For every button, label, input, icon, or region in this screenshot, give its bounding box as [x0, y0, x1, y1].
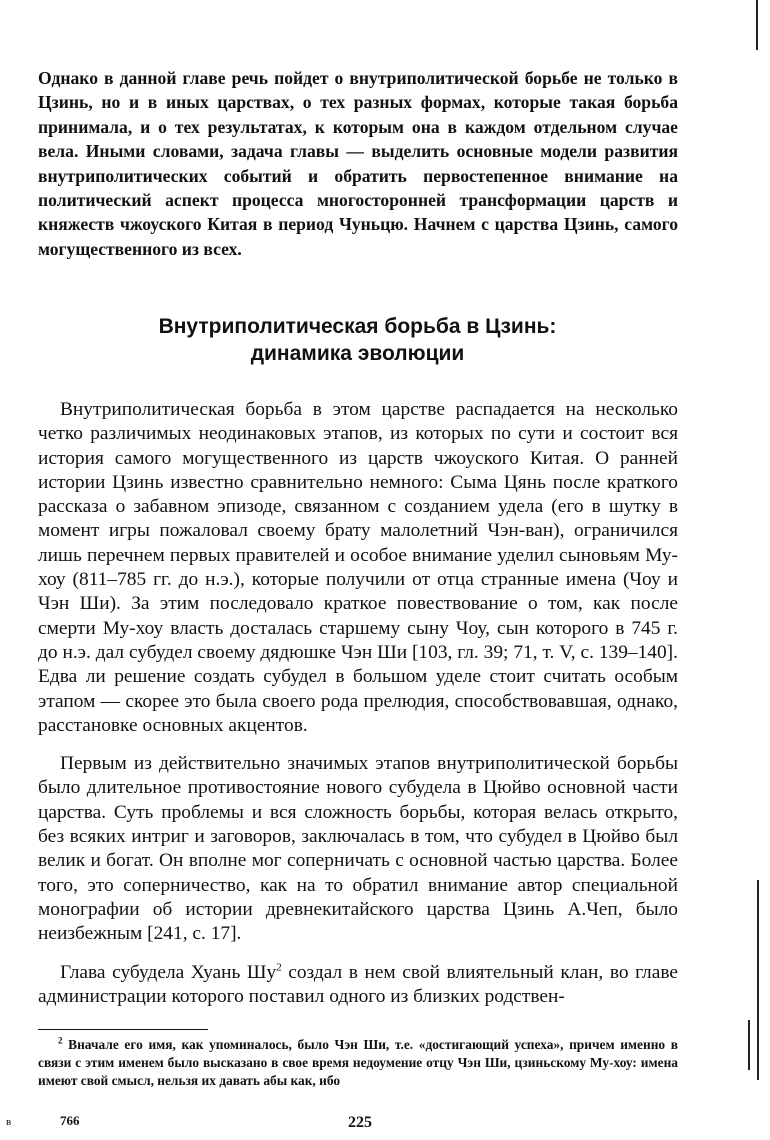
scan-edge-line: [748, 1020, 750, 1070]
printer-job-number: 766: [60, 1113, 80, 1128]
scan-edge-line: [756, 0, 758, 50]
body-text: [38, 398, 678, 1023]
paragraph-3-start: Глава субудела Хуань Шу: [60, 961, 277, 983]
paragraph-2: Первым из действительно значимых этапов внутриполитической борьбы было длительное противостояние нового субудела в Цюйво основной части царства. Суть проблемы и вся сложность борьбы, которая велась открыто, без всяких интриг и заговоров, заключалась в том, что субудел в Цюйво был велик и богат. Он вполне мог соперничать с основной частью царства. Более того, это соперничество, как на то обратил внимание автор специальной монографии об истории древнекитайского царства Цзинь А.Чеп, было неизбежным [241, с. 17].: [38, 753, 678, 945]
printer-corner-mark: в: [6, 1116, 12, 1128]
paragraph-3-end: создал в нем свой влиятельный клан, во главе администрации которого поставил одного из близких родствен-: [38, 961, 678, 1007]
scan-edge-line: [757, 880, 759, 1080]
section-heading-line-2: динамика эволюции: [250, 342, 465, 365]
paragraph-3: [38, 961, 678, 1010]
footnote-reference: 2: [276, 961, 282, 974]
footnote-paragraph: [38, 1036, 678, 1090]
footnote-text: Вначале его имя, как упоминалось, было Чэн Ши, т.е. «достигающий успеха», причем именно в связи с этим именем было высказано в свое время недоумение отцу Чэн Ши, цзиньскому Му-хоу: имена имеют свой смысл, нельзя их давать абы как, ибо: [38, 1037, 678, 1088]
section-heading: [120, 313, 595, 367]
section-heading-line-1: Внутриполитическая борьба в Цзинь:: [158, 315, 557, 338]
footnote: [38, 1036, 678, 1090]
intro-paragraph: [38, 66, 678, 261]
intro-text: Однако в данной главе речь пойдет о внутриполитической борьбе не только в Цзинь, но и в иных царствах, о тех разных формах, которые такая борьба принимала, и о тех результатах, к которым она в каждом отдельном случае вела. Иными словами, задача главы — выделить основные модели развития внутриполитических событий и обратить первостепенное внимание на политический аспект процесса многосторонней трансформации царств и княжеств чжоуского Китая в период Чуньцю. Начнем с царства Цзинь, самого могущественного из всех.: [38, 68, 678, 259]
paragraph-1: Внутриполитическая борьба в этом царстве распадается на несколько четко различимых неодинаковых этапов, из которых по сути и состоит вся история самого могущественного из царств чжоуского Китая. О ранней истории Цзинь известно сравнительно немного: Сыма Цянь после краткого рассказа о забавном эпизоде, связанном с созданием удела (его в шутку в момент игры пожаловал своему брату малолетний Чэн-ван), ограничился лишь перечнем первых правителей и особое внимание уделил сыновьям Му-хоу (811–785 гг. до н.э.), которые получили от отца странные имена (Чоу и Чэн Ши). За этим последовало краткое повествование о том, как после смерти Му-хоу власть досталась старшему сыну Чоу, сын которого в 745 г. до н.э. дал субудел своему дядюшке Чэн Ши [103, гл. 39; 71, т. V, с. 139–140]. Едва ли решение создать субудел в большом уделе стоит считать особым этапом — скорее это была своего рода прелюдия, способствовавшая, однако, расстановке основных акцентов.: [38, 399, 678, 736]
footnote-separator: [38, 1029, 208, 1030]
page-number: 225: [348, 1114, 372, 1131]
footnote-marker: 2: [58, 1035, 63, 1046]
